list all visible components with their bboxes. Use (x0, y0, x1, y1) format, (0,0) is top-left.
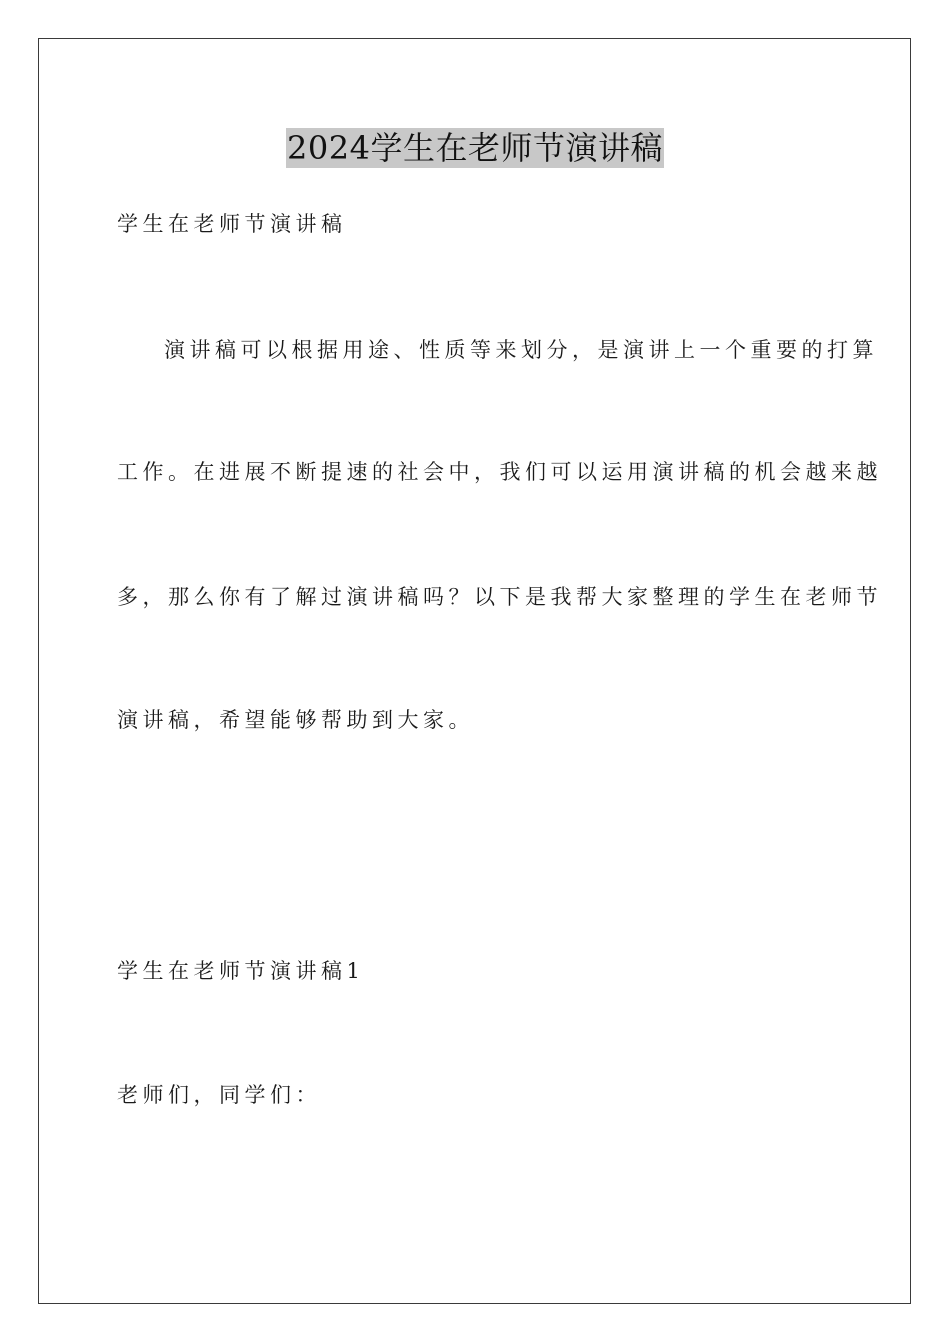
title-container (0, 128, 950, 168)
intro-line-3: 多，那么你有了解过演讲稿吗？以下是我帮大家整理的学生在老师节 (117, 585, 882, 609)
section-heading: 学生在老师节演讲稿1 (117, 959, 365, 983)
intro-line-1: 演讲稿可以根据用途、性质等来划分，是演讲上一个重要的打算 (164, 338, 878, 362)
greeting-line: 老师们，同学们： (117, 1083, 321, 1107)
document-subtitle: 学生在老师节演讲稿 (117, 212, 347, 236)
intro-line-2: 工作。在进展不断提速的社会中，我们可以运用演讲稿的机会越来越 (117, 460, 882, 484)
document-title: 2024学生在老师节演讲稿 (287, 129, 663, 167)
intro-line-4: 演讲稿，希望能够帮助到大家。 (117, 708, 474, 732)
